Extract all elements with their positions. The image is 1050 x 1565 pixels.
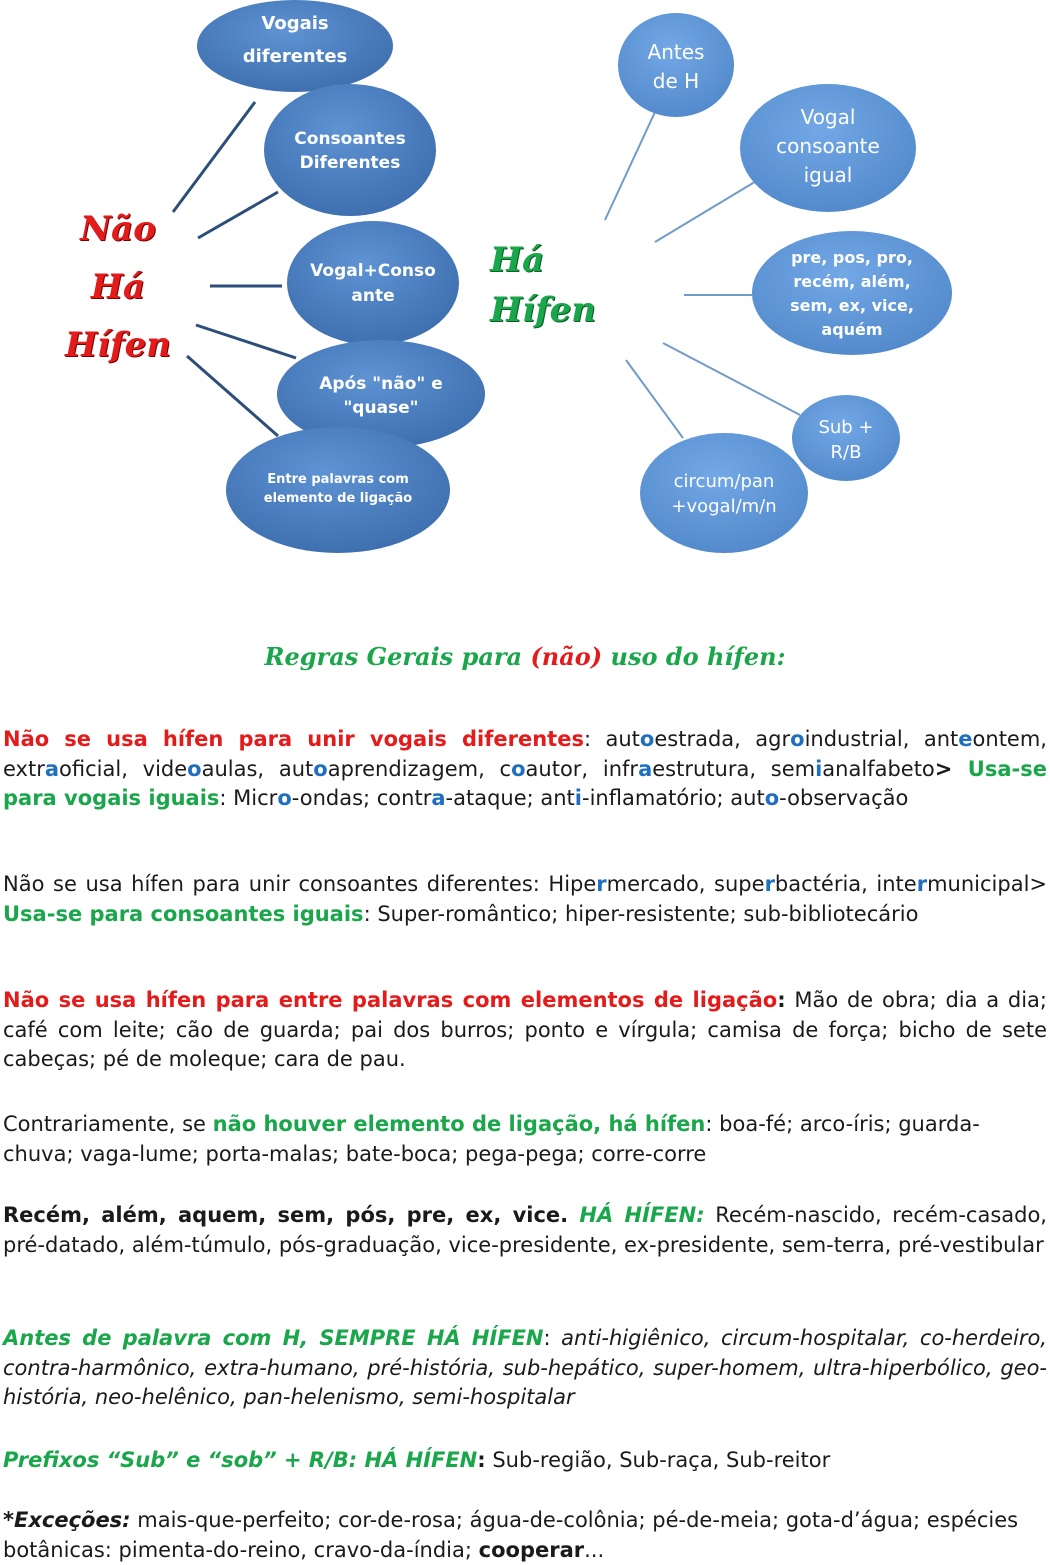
hub-nao-line-3: Hífen <box>64 325 172 365</box>
left-bubble-2 <box>264 84 436 216</box>
svg-text:ante: ante <box>351 286 395 306</box>
hub-nao-line-2: Há <box>90 267 146 307</box>
rule-heading: *Exceções: <box>3 1508 131 1532</box>
svg-text:diferentes: diferentes <box>242 46 348 67</box>
rule-heading: Antes de palavra com H, SEMPRE HÁ HÍFEN <box>3 1326 544 1350</box>
section-title <box>0 642 1050 671</box>
right-bubble-4 <box>792 395 900 481</box>
rule-prefixos-recem: Recém, além, aquem, sem, pós, pre, ex, vice. HÁ HÍFEN: Recém-nascido, recém-casado, pré-datado, além-túmulo, pós-graduação, vice-presidente, ex-presidente, sem-terra, pré-vestibular <box>3 1203 1047 1257</box>
svg-text:de H: de H <box>652 69 700 93</box>
left-bubble-5 <box>226 427 450 553</box>
svg-text:Após "não" e: Após "não" e <box>319 374 443 394</box>
svg-text:Consoantes: Consoantes <box>294 129 406 149</box>
hyphen-rules-diagram <box>0 0 1050 590</box>
rule-sub-sob: Prefixos “Sub” e “sob” + R/B: HÁ HÍFEN: Sub-região, Sub-raça, Sub-reitor <box>3 1448 831 1472</box>
rule-heading: Recém, além, aquem, sem, pós, pre, ex, vice. <box>3 1203 569 1227</box>
svg-text:Vogal: Vogal <box>800 105 856 129</box>
svg-text:igual: igual <box>803 163 853 187</box>
rule-heading: Prefixos “Sub” e “sob” + R/B: HÁ HÍFEN <box>3 1448 478 1472</box>
right-bubble-2 <box>740 84 916 212</box>
rule-heading: Não se usa hífen para entre palavras com elementos de ligação <box>3 988 778 1012</box>
svg-text:aquém: aquém <box>821 320 883 339</box>
right-bubble-3 <box>752 231 952 355</box>
svg-text:circum/pan: circum/pan <box>673 471 775 492</box>
hub-ha-line-1: Há <box>490 240 545 280</box>
rule-sem-elemento-ligacao: Contrariamente, se não houver elemento de ligação, há hífen: boa-fé; arco-íris; guarda-chuva; vaga-lume; porta-malas; bate-boca; pega-pega; corre-corre <box>3 1112 980 1166</box>
svg-text:"quase": "quase" <box>343 398 419 418</box>
rule-elementos-ligacao: Não se usa hífen para entre palavras com elementos de ligação: Mão de obra; dia a dia; café com leite; cão de guarda; pai dos burros; ponto e vírgula; camisa de força; bicho de sete cabeças; pé de moleque; cara de pau. <box>3 988 1048 1071</box>
svg-text:Antes: Antes <box>647 40 705 64</box>
right-bubble-5 <box>640 433 808 553</box>
svg-text:elemento de ligação: elemento de ligação <box>263 491 413 506</box>
rule-consoantes-diferentes: Não se usa hífen para unir consoantes diferentes: Hipermercado, superbactéria, intermunicipal> Usa-se para consoantes iguais: Super-romântico; hiper-resistente; sub-bibliotecário <box>3 872 1047 926</box>
right-bubble-1 <box>618 13 734 117</box>
left-bubble-3 <box>287 221 459 345</box>
rule-heading: não houver elemento de ligação, há hífen <box>212 1112 706 1136</box>
rule-exception-heading: Usa-se para vogais iguais <box>3 756 1047 810</box>
title-part-1: Regras Gerais para <box>264 642 531 671</box>
svg-text:Vogal+Conso: Vogal+Conso <box>310 261 436 281</box>
svg-text:pre, pos, pro,: pre, pos, pro, <box>791 248 913 267</box>
svg-text:recém, além,: recém, além, <box>793 272 911 291</box>
hub-nao-line-1: Não <box>80 209 156 249</box>
svg-text:Vogais: Vogais <box>261 13 329 34</box>
left-bubble-1 <box>197 0 393 92</box>
svg-text:+vogal/m/n: +vogal/m/n <box>671 496 777 517</box>
svg-text:R/B: R/B <box>830 442 862 463</box>
hub-ha-hifen <box>490 235 660 335</box>
rule-heading: Não se usa hífen para unir vogais diferentes <box>3 727 584 751</box>
hub-ha-line-2: Hífen <box>490 290 597 330</box>
title-part-3: uso do hífen: <box>602 642 786 671</box>
svg-text:Sub +: Sub + <box>818 417 874 438</box>
rule-exception-heading: Usa-se para consoantes iguais <box>3 901 364 926</box>
svg-text:Diferentes: Diferentes <box>299 153 401 173</box>
rule-excecoes: *Exceções: mais-que-perfeito; cor-de-rosa; água-de-colônia; pé-de-meia; gota-d’água; espécies botânicas: pimenta-do-reino, cravo-da-índia; cooperar... <box>3 1508 1019 1562</box>
svg-text:sem, ex, vice,: sem, ex, vice, <box>790 296 914 315</box>
rule-antes-de-h: Antes de palavra com H, SEMPRE HÁ HÍFEN: anti-higiênico, circum-hospitalar, co-herdeiro, contra-harmônico, extra-humano, pré-história, sub-hepático, super-homem, ultra-hiperbólico, geo-história, neo-helênico, pan-helenismo, semi-hospitalar <box>3 1326 1047 1409</box>
title-part-2: (não) <box>530 642 603 671</box>
svg-text:consoante: consoante <box>776 134 880 158</box>
rule-vogais-diferentes: Não se usa hífen para unir vogais diferentes: autoestrada, agroindustrial, anteontem, extraoficial, videoaulas, autoaprendizagem, coautor, infraestrutura, semianalfabeto> Usa-se para vogais iguais: Micro-ondas; contra-ataque; anti-inflamatório; auto-observação <box>3 727 1047 810</box>
svg-text:Entre palavras com: Entre palavras com <box>267 472 409 487</box>
hub-nao-ha-hifen <box>48 200 188 374</box>
